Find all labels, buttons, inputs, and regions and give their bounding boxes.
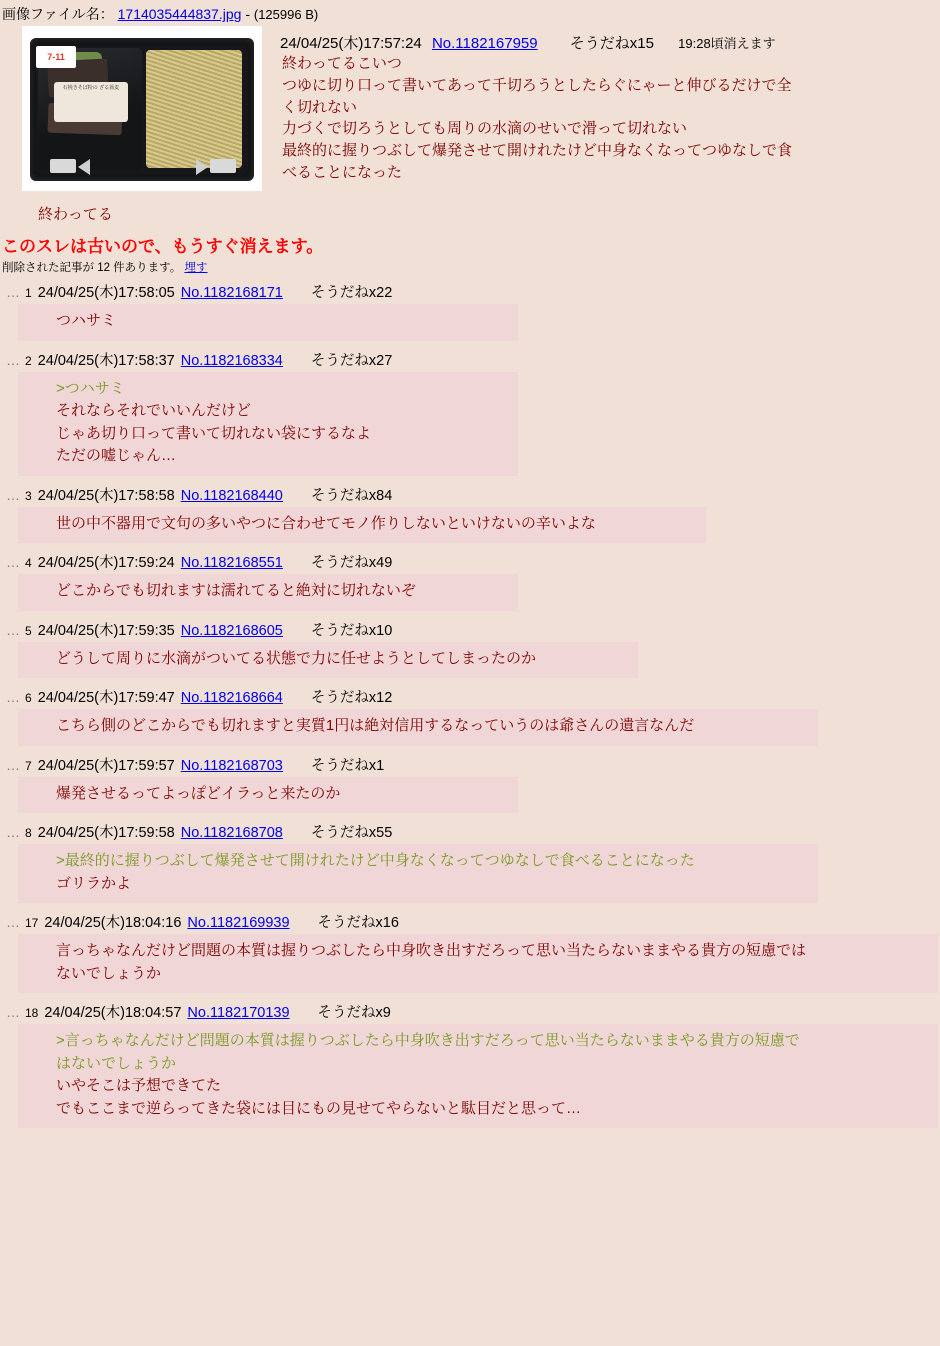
reply-quote-line: >最終的に握りつぶして爆発させて開けれたけど中身なくなってつゆなしで食べることになった xyxy=(56,852,695,869)
reply-index: 7 xyxy=(25,758,32,773)
reply-timestamp: 24/04/25(木)17:58:58 xyxy=(37,487,175,504)
reply-body-line: つハサミ xyxy=(56,312,117,329)
reply-sodane-count[interactable]: そうだねx16 xyxy=(317,915,399,931)
reply-body xyxy=(18,574,518,611)
reply-post-number[interactable]: No.1182168708 xyxy=(180,825,283,841)
reply-header xyxy=(0,686,940,707)
op-timestamp: 24/04/25(木)17:57:24 xyxy=(280,35,422,52)
reply-post xyxy=(0,619,940,679)
reply-quote-line: はないでしょうか xyxy=(56,1054,177,1072)
reply-timestamp: 24/04/25(木)18:04:57 xyxy=(44,1005,182,1021)
reply-menu-icon[interactable]: … xyxy=(6,554,21,570)
arrow-left-icon xyxy=(78,159,90,175)
reply-menu-icon[interactable]: … xyxy=(6,824,21,840)
reply-index: 5 xyxy=(25,623,32,638)
reply-body-line: 言っちゃなんだけど問題の本質は握りつぶしたら中身吹き出すだろって思い当たらないままやる貴方の短慮では xyxy=(56,942,807,959)
deleted-posts-link[interactable]: 埋す xyxy=(184,262,208,274)
reply-sodane-count[interactable]: そうだねx9 xyxy=(317,1005,391,1021)
file-size: (125996 B) xyxy=(253,7,319,22)
op-body-line: 最終的に握りつぶして爆発させて開けれたけど中身なくなってつゆなしで食 xyxy=(282,142,793,159)
reply-post xyxy=(0,281,940,341)
reply-post xyxy=(0,484,940,544)
reply-header xyxy=(0,349,940,370)
reply-timestamp: 24/04/25(木)17:59:24 xyxy=(37,555,175,571)
reply-post xyxy=(0,1001,940,1128)
op-body-line: 終わってるこいつ xyxy=(282,55,402,72)
reply-header xyxy=(0,281,940,302)
reply-sodane-count[interactable]: そうだねx1 xyxy=(310,757,385,774)
reply-body xyxy=(18,304,518,341)
op-body-line: 力づくで切ろうとしても周りの水滴のせいで滑って切れない xyxy=(282,120,688,138)
reply-body-line: どうして周りに水滴がついてる状態で力に任せようとしてしまったのか xyxy=(56,649,537,667)
reply-sodane-count[interactable]: そうだねx27 xyxy=(310,352,393,369)
deleted-posts-note xyxy=(0,257,940,281)
reply-sodane-count[interactable]: そうだねx55 xyxy=(310,825,393,841)
reply-body xyxy=(18,777,518,814)
reply-body xyxy=(18,934,938,993)
reply-post-number[interactable]: No.1182168703 xyxy=(180,757,283,774)
soba-noodles xyxy=(146,50,242,168)
reply-body xyxy=(18,709,818,746)
reply-body-line: それならそれでいいんだけど xyxy=(56,402,252,419)
reply-index: 8 xyxy=(25,826,32,840)
reply-timestamp: 24/04/25(木)17:59:57 xyxy=(37,757,175,774)
reply-quote-line: >つハサミ xyxy=(56,379,125,397)
op-body-line: べることになった xyxy=(282,163,403,181)
tab-left xyxy=(50,159,76,173)
file-label: 画像ファイル名： xyxy=(2,6,114,22)
reply-index: 18 xyxy=(25,1006,39,1020)
reply-index: 2 xyxy=(25,353,32,368)
reply-quote-line: >言っちゃなんだけど問題の本質は握りつぶしたら中身吹き出すだろって思い当たらないままやる貴方の短慮で xyxy=(56,1032,800,1049)
reply-menu-icon[interactable]: … xyxy=(6,1004,21,1020)
reply-post xyxy=(0,551,940,611)
reply-body-line: ないでしょうか xyxy=(56,964,162,982)
arrow-right-icon xyxy=(196,159,208,175)
reply-body xyxy=(18,642,638,679)
reply-body-line: こちら側のどこからでも切れますと実質1円は絶対信用するなっていうのは爺さんの遺言なんだ xyxy=(56,717,695,734)
reply-index: 6 xyxy=(25,691,32,705)
reply-body xyxy=(18,372,518,476)
reply-header xyxy=(0,821,940,842)
reply-header xyxy=(0,619,940,640)
reply-sodane-count[interactable]: そうだねx10 xyxy=(310,622,393,639)
reply-menu-icon[interactable]: … xyxy=(6,284,21,300)
reply-timestamp: 24/04/25(木)17:59:58 xyxy=(37,825,175,841)
reply-menu-icon[interactable]: … xyxy=(6,914,21,930)
reply-post-number[interactable]: No.1182169939 xyxy=(187,915,290,931)
reply-body xyxy=(18,1024,938,1128)
old-thread-warning: このスレは古いので、もうすぐ消えます。 xyxy=(2,237,324,256)
reply-post-number[interactable]: No.1182170139 xyxy=(187,1005,290,1021)
reply-post-number[interactable]: No.1182168334 xyxy=(180,352,283,369)
reply-timestamp: 24/04/25(木)17:59:35 xyxy=(37,622,175,639)
op-post-number[interactable]: No.1182167959 xyxy=(431,35,538,52)
reply-body-line: どこからでも切れますは濡れてると絶対に切れないぞ xyxy=(56,582,416,599)
reply-post-number[interactable]: No.1182168440 xyxy=(180,487,283,504)
reply-header xyxy=(0,754,940,775)
op-thumbnail-image[interactable] xyxy=(22,26,262,191)
reply-sodane-count[interactable]: そうだねx12 xyxy=(310,690,393,706)
reply-menu-icon[interactable]: … xyxy=(6,689,21,705)
product-label: 石挽きそば粉の ざる蕎麦 xyxy=(54,82,128,122)
op-body-line: く切れない xyxy=(282,98,358,116)
reply-index: 1 xyxy=(25,286,32,300)
image-file-row xyxy=(0,0,940,26)
op-delete-time: 19:28頃消えます xyxy=(678,36,776,51)
reply-list xyxy=(0,281,940,1128)
reply-index: 3 xyxy=(25,488,32,503)
reply-menu-icon[interactable]: … xyxy=(6,486,21,503)
file-name-link[interactable]: 1714035444837.jpg xyxy=(117,6,242,22)
deleted-posts-text: 削除された記事が 12 件あります。 xyxy=(2,262,182,274)
reply-sodane-count[interactable]: そうだねx49 xyxy=(310,555,393,571)
reply-menu-icon[interactable]: … xyxy=(6,351,21,368)
op-caption: 終わってる xyxy=(38,206,113,223)
reply-post xyxy=(0,349,940,476)
op-thumbnail-wrap xyxy=(22,26,272,224)
reply-sodane-count[interactable]: そうだねx84 xyxy=(310,487,393,504)
reply-post xyxy=(0,686,940,746)
reply-body-line: ただの嘘じゃん… xyxy=(56,447,177,464)
reply-body-line: ゴリラかよ xyxy=(56,874,132,892)
reply-timestamp: 24/04/25(木)17:58:05 xyxy=(37,285,175,301)
reply-post-number[interactable]: No.1182168664 xyxy=(180,690,283,706)
reply-menu-icon[interactable]: … xyxy=(6,756,21,773)
reply-body-line: いやそこは予想できてた xyxy=(56,1077,222,1094)
reply-body-line: 爆発させるってよっぽどイラっと来たのか xyxy=(56,784,341,802)
reply-timestamp: 24/04/25(木)17:59:47 xyxy=(37,690,175,706)
reply-body-line: 世の中不器用で文句の多いやつに合わせてモノ作りしないといけないの辛いよな xyxy=(56,514,596,532)
reply-header xyxy=(0,551,940,572)
reply-post xyxy=(0,821,940,903)
reply-menu-icon[interactable]: … xyxy=(6,621,21,638)
reply-timestamp: 24/04/25(木)17:58:37 xyxy=(37,352,175,369)
reply-index: 4 xyxy=(25,556,32,570)
op-body xyxy=(282,53,940,184)
reply-post-number[interactable]: No.1182168605 xyxy=(180,622,283,639)
reply-post xyxy=(0,754,940,814)
reply-body xyxy=(18,507,706,544)
reply-body-line: じゃあ切り口って書いて切れない袋にするなよ xyxy=(56,424,372,442)
reply-post-number[interactable]: No.1182168171 xyxy=(180,285,283,301)
reply-post xyxy=(0,911,940,993)
reply-header xyxy=(0,484,940,505)
reply-sodane-count[interactable]: そうだねx22 xyxy=(310,285,393,301)
reply-body-line: でもここまで逆らってきた袋には目にもの見せてやらないと駄目だと思って… xyxy=(56,1099,582,1117)
tab-right xyxy=(210,159,236,173)
reply-post-number[interactable]: No.1182168551 xyxy=(180,555,283,571)
op-body-line: つゆに切り口って書いてあって千切ろうとしたらぐにゃーと伸びるだけで全 xyxy=(282,76,792,94)
reply-body xyxy=(18,844,818,903)
reply-header xyxy=(0,1001,940,1022)
reply-header xyxy=(0,911,940,932)
original-post xyxy=(0,26,940,226)
op-sodane-count[interactable]: そうだねx15 xyxy=(569,35,654,52)
reply-timestamp: 24/04/25(木)18:04:16 xyxy=(44,915,182,931)
reply-index: 17 xyxy=(25,916,39,930)
file-dash: - xyxy=(245,6,250,22)
seven-eleven-logo: 7-11 xyxy=(36,46,76,68)
